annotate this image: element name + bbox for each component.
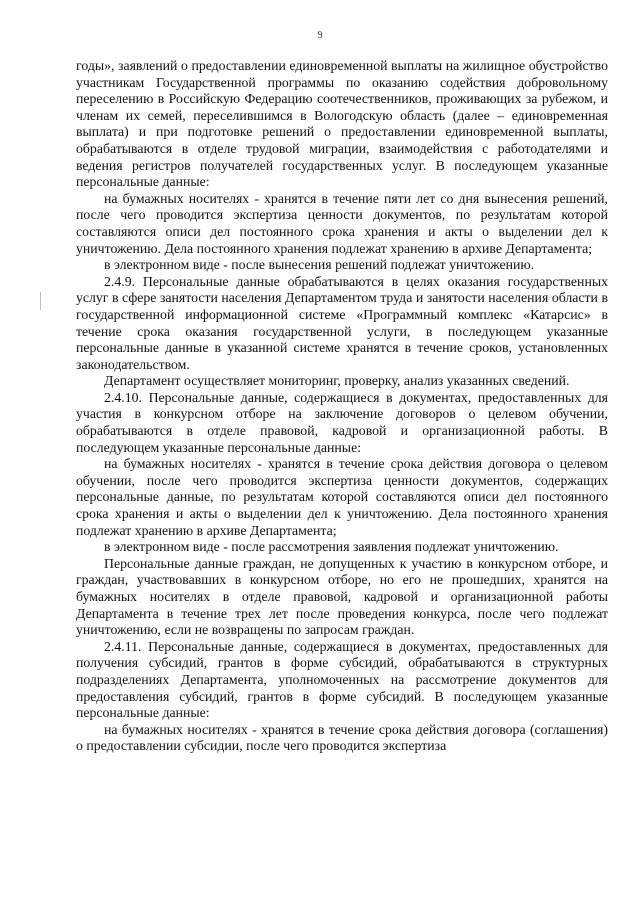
paragraph: годы», заявлений о предоставлении единовременной выплаты на жилищное обустройство участникам Государственной программы по оказанию содействия добровольному переселению в Российскую Федерацию соотечественников, проживающих за рубежом, и членам их семей, переселившимся в Вологодскую область (далее – единовременная выплата) и при подготовке решений о предоставлении единовременной выплаты, обрабатываются в отделе трудовой миграции, взаимодействия с работодателями и ведения регистров получателей государственных услуг. В последующем указанные персональные данные: [76,58,608,190]
paragraph: на бумажных носителях - хранятся в течение срока действия договора о целевом обучении, после чего проводится экспертиза ценности документов, содержащих персональные данные, по результатам которой составляются описи дел постоянного срока хранения и акты о выделении дел к уничтожению. Дела постоянного хранения подлежат хранению в архиве Департамента; [76,456,608,538]
paragraph: 2.4.11. Персональные данные, содержащиеся в документах, предоставленных для получения субсидий, грантов в форме субсидий, обрабатываются в структурных подразделениях Департамента, уполномоченных на рассмотрение документов для предоставления субсидий, грантов в форме субсидий. В последующем указанные персональные данные: [76,638,608,721]
paragraph: в электронном виде - после вынесения решений подлежат уничтожению. [104,257,535,273]
document-body [76,58,608,755]
paragraph: Департамент осуществляет мониторинг, проверку, анализ указанных сведений. [104,373,570,389]
paragraph: 2.4.9. Персональные данные обрабатываются в целях оказания государственных услуг в сфере занятости населения Департаментом труда и занятости населения области в государственной информационной системе «Программный комплекс «Катарсис» в течение срока оказания государственной услуги, в последующем указанные персональные данные в указанной системе хранятся в течение сроков, установленных законодательством. [76,273,608,372]
paragraph: 2.4.10. Персональные данные, содержащиеся в документах, предоставленных для участия в конкурсном отборе на заключение договоров о целевом обучении, обрабатываются в отделе правовой, кадровой и организационной работы. В последующем указанные персональные данные: [76,389,608,455]
paragraph: на бумажных носителях - хранятся в течение пяти лет со дня вынесения решений, после чего проводится экспертиза ценности документов, по результатам которой составляются описи дел постоянного срока хранения и акты о выделении дел к уничтожению. Дела постоянного хранения подлежат хранению в архиве Департамента; [76,190,608,256]
page-number: 9 [317,30,323,41]
paragraph: на бумажных носителях - хранятся в течение срока действия договора (соглашения) о предоставлении субсидии, после чего проводится экспертиза [76,721,608,754]
paragraph: в электронном виде - после рассмотрения заявления подлежат уничтожению. [104,539,559,555]
margin-mark [40,292,41,310]
paragraph: Персональные данные граждан, не допущенных к участию в конкурсном отборе, и граждан, участвовавших в конкурсном отборе, но его не прошедших, хранятся на бумажных носителях в отделе правовой, кадровой и организационной работы Департамента в течение трех лет после проведения конкурса, после чего подлежат уничтожению, если не возвращены по запросам граждан. [76,555,608,638]
